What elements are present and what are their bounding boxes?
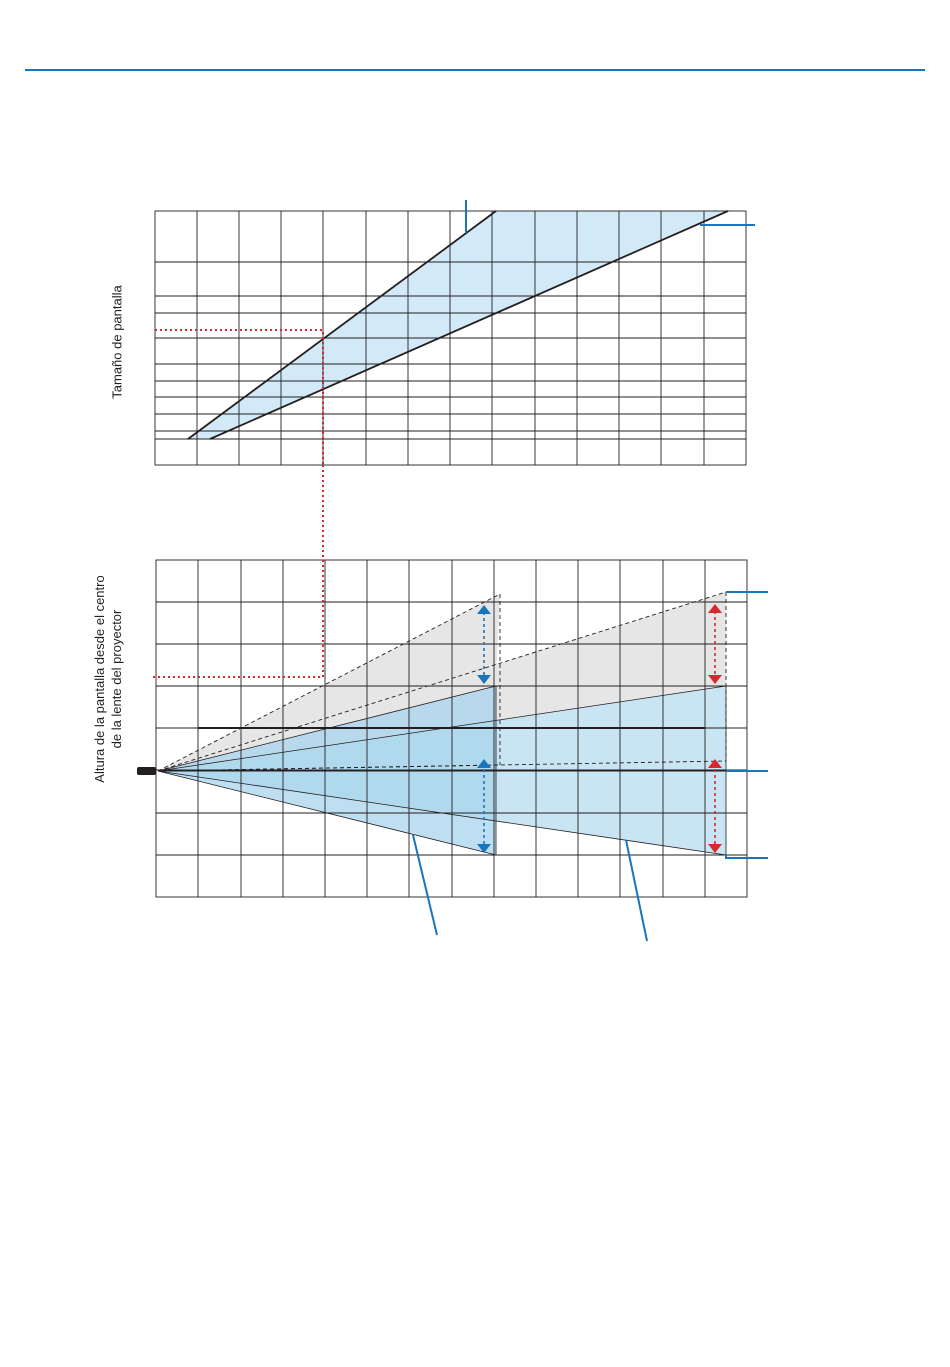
bottom-chart-ylabel-line2: de la lente del proyector (109, 609, 124, 749)
bottom-chart-ylabel-line1: Altura de la pantalla desde el centro (92, 575, 107, 783)
example-dotted-line-bottom (153, 465, 323, 677)
screen-size-chart (155, 200, 755, 465)
projector-icon (137, 767, 156, 775)
top-chart-ylabel: Tamaño de pantalla (109, 285, 125, 399)
zoom-range-area (188, 211, 728, 439)
screen-height-chart (137, 465, 768, 941)
bottom-chart-ylabel (91, 575, 125, 782)
